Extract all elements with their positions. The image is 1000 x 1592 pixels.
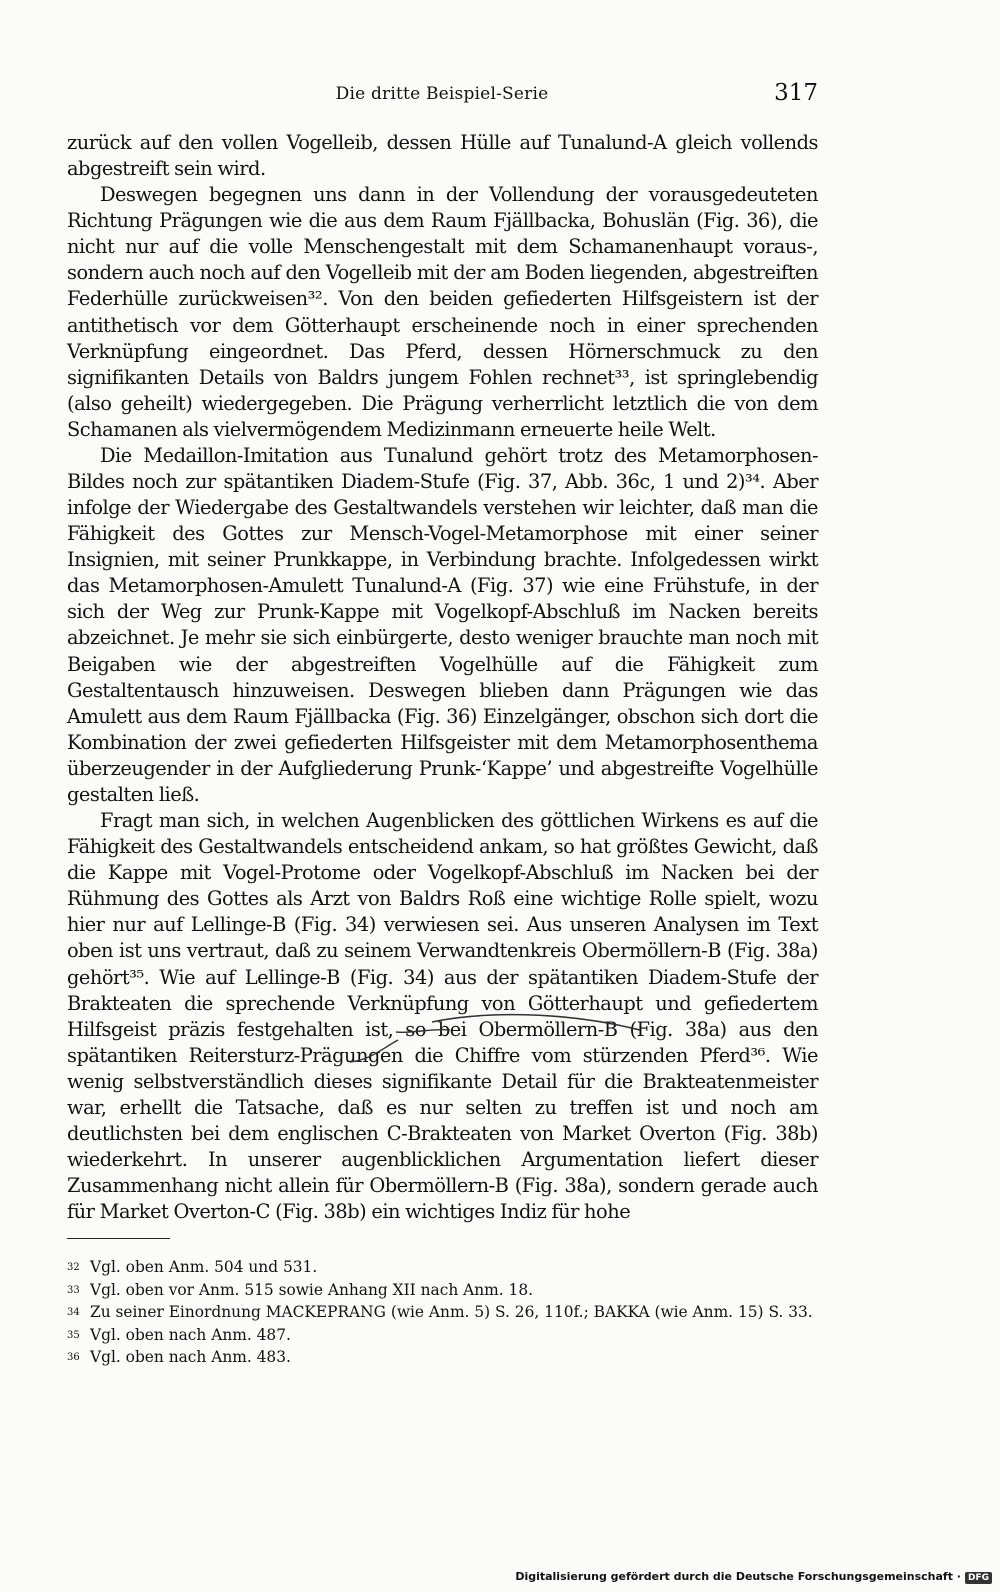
footnote-33 [67,1279,818,1302]
footnote-number: 33 [67,1284,80,1296]
page-number: 317 [774,80,818,106]
footnote-text: Vgl. oben Anm. 504 und 531. [90,1258,318,1276]
body-text [67,130,818,1225]
footnote-number: 36 [67,1352,80,1363]
digitization-footer [515,1570,992,1586]
footnote-36 [67,1346,818,1369]
footnote-text: Vgl. oben vor Anm. 515 sowie Anhang XII nach Anm. 18. [90,1280,534,1299]
paragraph-3: Die Medaillon-Imitation aus Tunalund gehört trotz des Metamorphosen-Bildes noch zur spätantiken Diadem-Stufe (Fig. 37, Abb. 36c, 1 und 2)³⁴. Aber infolge der Wiedergabe des Gestaltwandels verstehen wir leichter, daß man die Fähigkeit des Gottes zur Mensch-Vogel-Metamorphose mit einer seiner Insignien, mit seiner Prunkkappe, in Verbindung brachte. Infolgedessen wirkt das Metamorphosen-Amulett Tunalund-A (Fig. 37) wie eine Frühstufe, in der sich der Weg zur Prunk-Kappe mit Vogelkopf-Abschluß im Nacken bereits abzeichnet. Je mehr sie sich einbürgerte, desto weniger brauchte man noch mit Beigaben wie der abgestreiften Vogelhülle auf die Fähigkeit zum Gestaltentausch hinzuweisen. Deswegen blieben dann Prägungen wie das Amulett aus dem Raum Fjällbacka (Fig. 36) Einzelgänger, obschon sich dort die Kombination der zwei gefiederten Hilfsgeister mit dem Metamorphosenthema überzeugender in der Aufgliederung Prunk-‘Kappe’ und abgestreifte Vogelhülle gestalten ließ. [67,443,818,806]
paragraph-1: zurück auf den vollen Vogelleib, dessen Hülle auf Tunalund-A gleich vollends abgestreift sein wird. [67,131,818,181]
running-head [66,80,818,112]
paragraph-2: Deswegen begegnen uns dann in der Vollendung der vorausgedeuteten Richtung Prägungen wie die aus dem Raum Fjällbacka, Bohuslän (Fig. 36), die nicht nur auf die volle Menschengestalt mit dem Schamanenhaupt voraus-, sondern auch noch auf den Vogelleib mit der am Boden liegenden, abgestreiften Federhülle zurückweisen³². Von den beiden gefiederten Hilfsgeistern ist der antithetisch vor dem Götterhaupt erscheinende noch in einer sprechenden Verknüpfung eingeordnet. Das Pferd, dessen Hörnerschmuck zu den signifikanten Details von Baldrs jungem Fohlen rechnet³³, ist springlebendig (also geheilt) wiedergegeben. Die Prägung verherrlicht letztlich die von dem Schamanen als vielvermögendem Medizinmann erneuerte heile Welt. [67,183,818,441]
digitization-note: Digitalisierung gefördert durch die Deutsche Forschungsgemeinschaft · [515,1570,961,1583]
footnotes [67,1256,818,1369]
footnote-32 [67,1256,818,1279]
footnote-divider [67,1238,170,1239]
footnote-text: Vgl. oben nach Anm. 487. [90,1325,291,1344]
running-title: Die dritte Beispiel-Serie [335,84,549,104]
footnote-35 [67,1324,818,1347]
paragraph-4: Fragt man sich, in welchen Augenblicken des göttlichen Wirkens es auf die Fähigkeit des Gestaltwandels entscheidend ankam, so hat größtes Gewicht, daß die Kappe mit Vogel-Protome oder Vogelkopf-Abschluß im Nacken bei der Rühmung des Gottes als Arzt von Baldrs Roß eine wichtige Rolle spielt, wozu hier nur auf Lellinge-B (Fig. 34) verwiesen sei. Aus unseren Analysen im Text oben ist uns vertraut, daß zu seinem Verwandtenkreis Obermöllern-B (Fig. 38a) gehört³⁵. Wie auf Lellinge-B (Fig. 34) aus der spätantiken Diadem-Stufe der Brakteaten die sprechende Verknüpfung von Götterhaupt und gefiedertem Hilfsgeist präzis festgehalten ist, so bei Obermöllern-B (Fig. 38a) aus den spätantiken Reitersturz-Prägungen die Chiffre vom stürzenden Pferd³⁶. Wie wenig selbstverständlich dieses signifikante Detail für die Brakteatenmeister war, erhellt die Tatsache, daß es nur selten zu treffen ist und noch am deutlichsten bei dem englischen C-Brakteaten von Market Overton (Fig. 38b) wiederkehrt. In unserer augenblicklichen Argumentation liefert dieser Zusammenhang nicht allein für Obermöllern-B (Fig. 38a), sondern gerade auch für Market Overton-C (Fig. 38b) ein wichtiges Indiz für hohe [67,809,818,1224]
footnote-text: Vgl. oben nach Anm. 483. [90,1348,291,1366]
footnote-number: 34 [67,1307,80,1318]
footnote-number: 35 [67,1329,80,1341]
footnote-number: 32 [67,1262,80,1273]
dfg-logo: DFG [965,1572,992,1584]
footnote-34 [67,1301,818,1324]
footnote-text: Zu seiner Einordnung MACKEPRANG (wie Anm. 5) S. 26, 110f.; BAKKA (wie Anm. 15) S. 33. [90,1303,813,1321]
